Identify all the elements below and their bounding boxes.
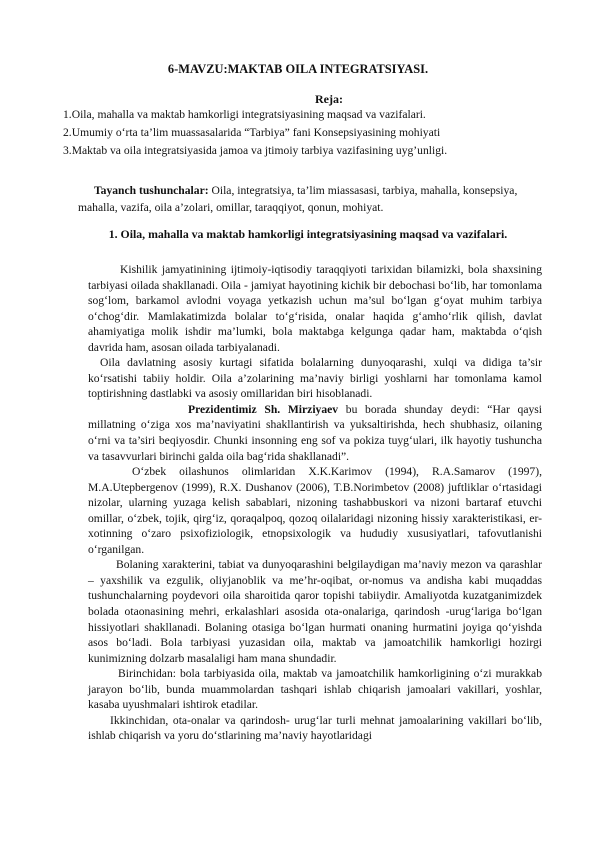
paragraph: Ikkinchidan, ota-onalar va qarindosh- urug‘lar turli mehnat jamoalarining vakillari bo‘lib, ishlab chiqarish va yoru do‘stlarining ma’naviy hayotlaridagi (88, 713, 542, 743)
paragraph: Oila davlatning asosiy kurtagi sifatida bolalarning dunyoqarashi, xulqi va didiga ta’sir ko‘rsatishi tabiiy holdir. Oila a’zolarining ma’naviy birligi yoshlarni har tomonlama kamol toptirishning dastlabki va asosiy omillaridan biri hisoblanadi. (88, 356, 542, 401)
plan-list (63, 106, 447, 160)
section-heading: 1. Oila, mahalla va maktab hamkorligi integratsiyasining maqsad va vazifalari. (108, 227, 508, 241)
paragraph (88, 402, 542, 464)
section-body (88, 262, 542, 744)
key-terms-text: Oila, integratsiya, ta’lim miassasasi, tarbiya, mahalla, konsepsiya, mahalla, vazifa, oila a’zolari, omillar, taraqqiyot, qonun, mohiyat. (78, 184, 518, 214)
paragraph: Kishilik jamyatinining ijtimoiy-iqtisodiy taraqqiyoti tarixidan bilamizki, bola shaxsining tarbiyasi oilada shakllanadi. Oila - jamiyat hayotining kichik bir debochasi bo‘lib, har tomonlama sog‘lom, barkamol avlodni voyaga yetkazish uchun ma’sul bo‘lgan g‘oyat muhim tarbiya o‘chog‘dir. Mamlakatimizda bolalar to‘g‘risida, onalar haqida g‘amho‘rlik qilish, davlat ahamiyatiga molik ishdir ma’lumki, bola maktabga kelgunga qadar ham, maktabda o‘qish davrida ham, asosan oilada tarbiyalanadi. (88, 263, 542, 354)
key-terms-label: Tayanch tushunchalar: (94, 184, 209, 197)
plan-item: 2.Umumiy o‘rta ta’lim muassasalarida “Tarbiya” fani Konsepsiyasining mohiyati (63, 126, 441, 139)
key-terms (78, 182, 538, 216)
page-title: 6-MAVZU:MAKTAB OILA INTEGRATSIYASI. (167, 62, 429, 76)
president-name: Prezidentimiz Sh. Mirziyaev (188, 402, 339, 416)
plan-item: 3.Maktab va oila integratsiyasida jamoa va jtimoiy tarbiya vazifasining uyg’unligi. (63, 144, 448, 157)
paragraph: O‘zbek oilashunos olimlaridan X.K.Karimov (1994), R.A.Samarov (1997), M.A.Utepbergenov (1999), R.X. Dushanov (2006), T.B.Norimbetov (2008) juftliklar o‘rtasidagi nizolar, ularning yuzaga kelish sabablari, nizoning tashabbuskori va nizoni bartaraf etuvchi omillar, o‘zbek, tojik, qirg‘iz, qoraqalpoq, qozoq oilalaridagi nizoning hissiy xarakteristikasi, er-xotinning o‘zaro psixofiziologik, etnopsixologik va hududiy xususiyatlari, tafovutlanishi o‘rganilgan. (88, 465, 542, 556)
plan-item: 1.Oila, mahalla va maktab hamkorligi integratsiyasining maqsad va vazifalari. (63, 108, 426, 121)
paragraph: Birinchidan: bola tarbiyasida oila, maktab va jamoatchilik hamkorligining o‘zi murakkab jarayon bo‘lib, bunda muammolardan tashqari ishlab chiqarish jamoalari vakillari, yoshlar, kasaba uyushmalari ishtirok etadilar. (88, 667, 542, 712)
paragraph: Bolaning xarakterini, tabiat va dunyoqarashini belgilaydigan ma’naviy mezon va qarashlar – yaxshilik va ezgulik, oliyjanoblik va me’hr-oqibat, or-nomus va andisha kabi muqaddas tushunchalarning poydevori oila sharoitida qaror topishi tabiiydir. Amaliyotda kuzatganimizdek bolada otaonasining mehri, erkalashlari asosida ota-onalariga, qarindosh -urug‘lariga bo‘lgan hissiyotlari shakllanadi. Bolaning otasiga bo‘lgan hurmati onaning hurmatini joyiga qo‘yishda asos bo‘ladi. Bola tarbiyasi yuzasidan oila, maktab va jamoatchilik hamkorligi hozirgi kunimizning dolzarb masalaligi ham mana shundadir. (88, 558, 542, 665)
quote-text: bu borada shunday deydi: “Har qaysi millatning o‘ziga xos ma’naviyatini shakllantirish va yuksaltirishda, hech shubhasiz, oilaning o‘rni va ta’siri beqiyosdir. Chunki insonning eng sof va pokiza tuyg‘ulari, ilk hayotiy tushuncha va tasavvurlari birinchi galda oila bag‘rida shakllanadi”. (88, 402, 542, 463)
plan-heading: Reja: (315, 92, 343, 106)
